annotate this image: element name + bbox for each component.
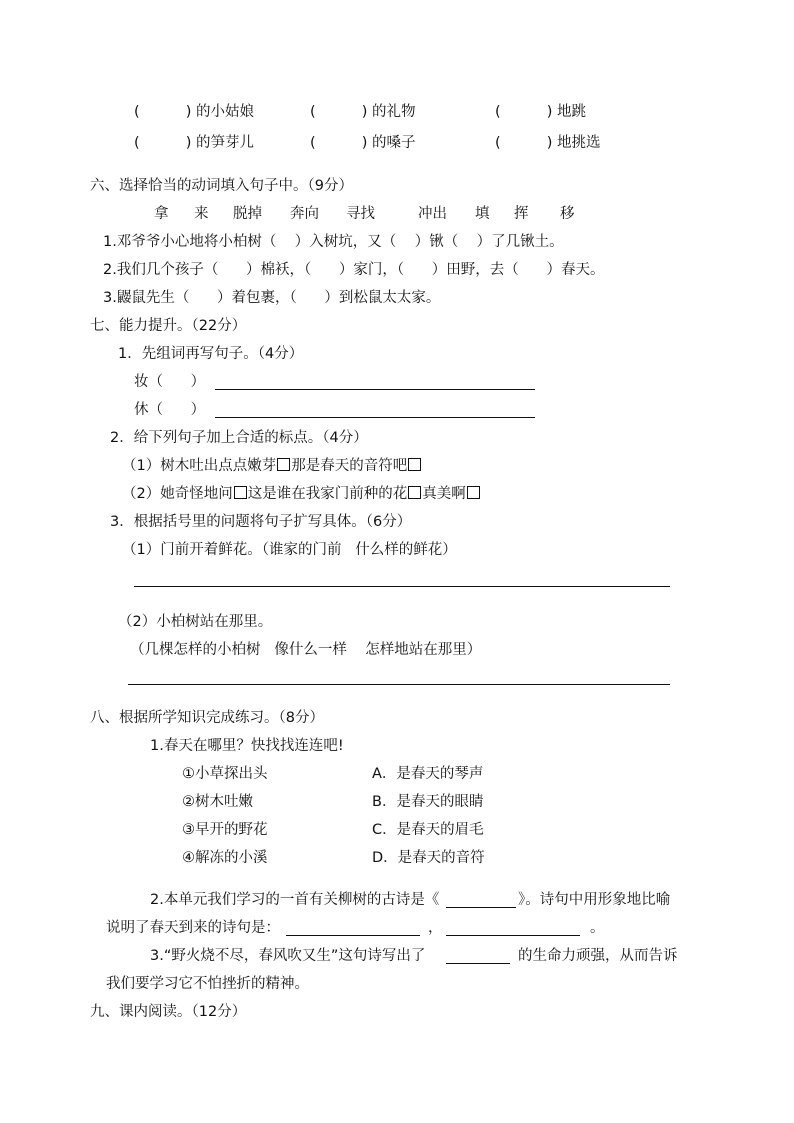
fill-item: ( ) 的小姑娘: [134, 104, 255, 120]
answer-line[interactable]: [446, 963, 510, 964]
word-option: 冲出: [418, 206, 447, 222]
s8-q1-title: 1.春天在哪里？快找找连连吧!: [150, 738, 344, 754]
word-option: 寻找: [346, 206, 375, 222]
word-option: 奔向: [290, 206, 319, 222]
match-left-item[interactable]: ③早开的野花: [182, 822, 268, 838]
answer-line[interactable]: [215, 389, 535, 390]
s7-q2-b: （2）她奇怪地问 这是谁在我家门前种的花 真美啊: [122, 484, 481, 504]
s7-q3-b-hint: （几棵怎样的小柏树 像什么一样 怎样地站在那里）: [130, 642, 482, 658]
s7-q1-b: 休（ ）: [134, 402, 206, 418]
punct-box[interactable]: [467, 486, 480, 499]
s6-question-1: 1.邓爷爷小心地将小柏树（ ）入树坑，又（ ）锹（ ）了几锹土。: [103, 234, 564, 250]
s8-q3-c: 我们要学习它不怕挫折的精神。: [106, 976, 309, 992]
s7-q1-title: 1．先组词再写句子。（4分）: [118, 346, 304, 362]
match-left-item[interactable]: ②树木吐嫩: [182, 794, 253, 810]
s8-q2-c: 说明了春天到来的诗句是：: [106, 920, 280, 936]
s7-q2-title: 2．给下列句子加上合适的标点。（4分）: [110, 430, 368, 446]
s8-q2-end: 。: [590, 920, 605, 936]
answer-line[interactable]: [215, 417, 535, 418]
match-left-item[interactable]: ④解冻的小溪: [182, 850, 268, 866]
word-option: 移: [560, 206, 575, 222]
punct-box[interactable]: [408, 458, 421, 471]
s7-q2-a: （1）树木吐出点点嫩芽 那是春天的音符吧: [122, 456, 422, 476]
s8-q3-b: 的生命力顽强，从而告诉: [518, 948, 678, 964]
word-option: 拿: [154, 206, 169, 222]
match-right-item[interactable]: A．是春天的琴声: [372, 766, 484, 782]
s8-q3-a: 3.“野火烧不尽，春风吹又生”这句诗写出了: [150, 948, 426, 964]
word-option: 脱掉: [233, 206, 262, 222]
match-left-item[interactable]: ①小草探出头: [182, 766, 268, 782]
answer-line[interactable]: [286, 935, 420, 936]
fill-item: ( ) 地挑选: [495, 135, 601, 151]
s8-q2-b: 》。诗句中用形象地比喻: [518, 892, 671, 908]
answer-line[interactable]: [128, 684, 670, 685]
match-right-item[interactable]: B．是春天的眼睛: [372, 794, 484, 810]
fill-item: ( ) 的笋芽儿: [134, 135, 255, 151]
s8-q2-a: 2.本单元我们学习的一首有关柳树的古诗是《: [150, 892, 440, 908]
word-option: 挥: [514, 206, 529, 222]
answer-line[interactable]: [446, 907, 516, 908]
punct-box[interactable]: [408, 486, 421, 499]
s7-q3-b: （2）小柏树站在那里。: [118, 614, 273, 630]
section-7-title: 七、能力提升。（22分）: [90, 318, 247, 334]
s6-question-2: 2.我们几个孩子（ ）棉袄，（ ）家门，（ ）田野，去（ ）春天。: [103, 262, 605, 278]
fill-item: ( ) 的嗓子: [310, 135, 416, 151]
answer-line[interactable]: [446, 935, 580, 936]
match-right-item[interactable]: D．是春天的音符: [372, 850, 485, 866]
answer-line[interactable]: [134, 586, 670, 587]
s7-q1-a: 妆（ ）: [134, 374, 206, 390]
s8-q2-comma: ，: [428, 920, 443, 936]
word-option: 来: [194, 206, 209, 222]
s6-question-3: 3.鼹鼠先生（ ）着包裹，（ ）到松鼠太太家。: [103, 290, 441, 306]
fill-item: ( ) 的礼物: [310, 104, 416, 120]
fill-item: ( ) 地跳: [495, 104, 587, 120]
punct-box[interactable]: [234, 486, 247, 499]
section-9-title: 九、课内阅读。（12分）: [90, 1004, 247, 1020]
section-6-title: 六、选择恰当的动词填入句子中。（9分）: [90, 178, 353, 194]
s7-q3-a: （1）门前开着鲜花。（谁家的门前 什么样的鲜花）: [122, 542, 457, 558]
section-8-title: 八、根据所学知识完成练习。（8分）: [90, 710, 324, 726]
word-option: 填: [475, 206, 490, 222]
s7-q3-title: 3．根据括号里的问题将句子扩写具体。（6分）: [110, 514, 412, 530]
punct-box[interactable]: [277, 458, 290, 471]
match-right-item[interactable]: C．是春天的眉毛: [372, 822, 484, 838]
